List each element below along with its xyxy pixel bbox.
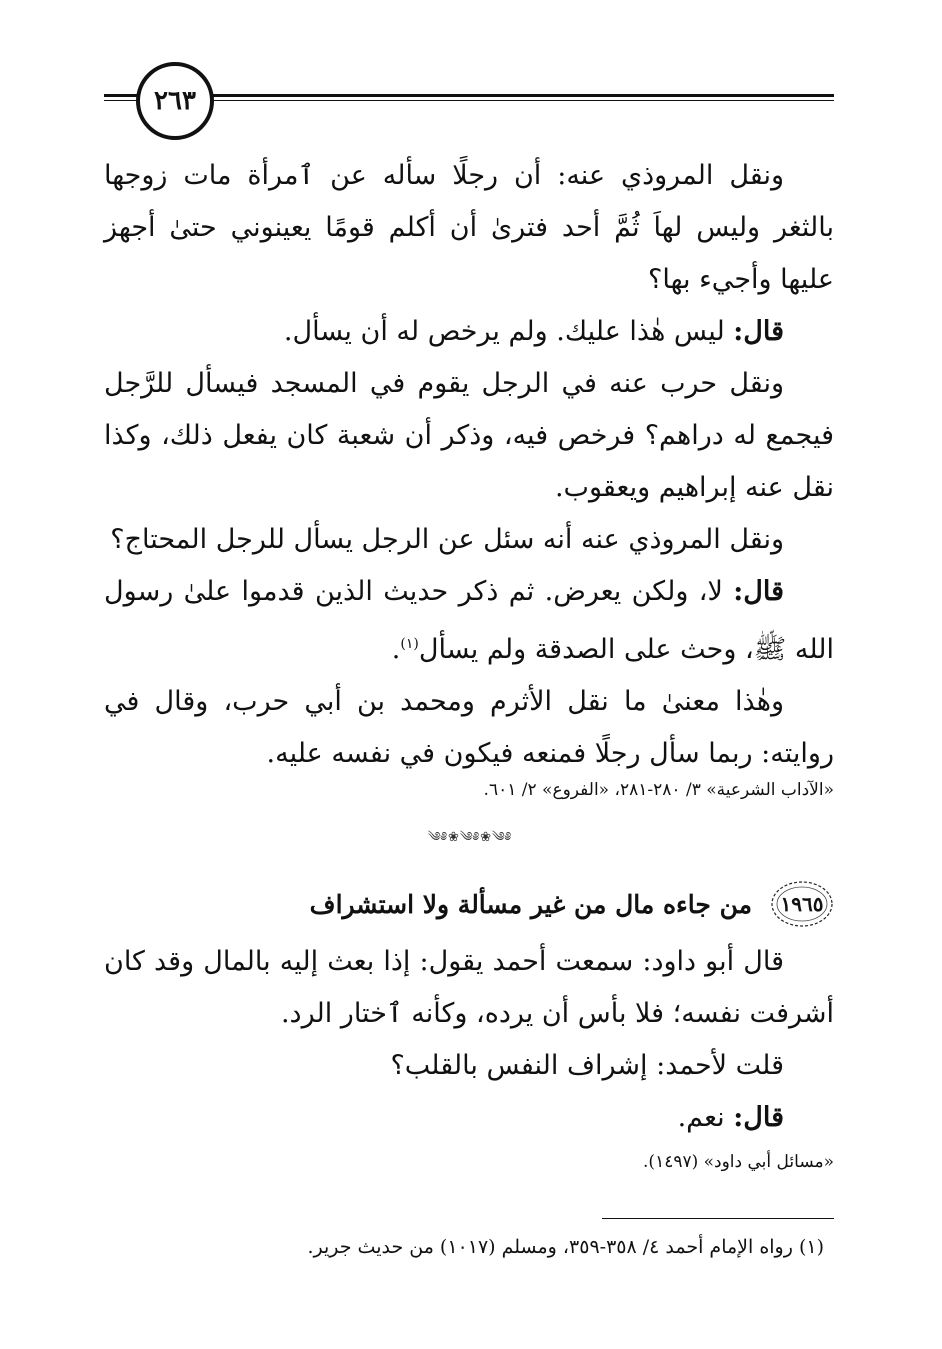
paragraph: ونقل المروذي عنه أنه سئل عن الرجل يسأل للرجل المحتاج؟ [110, 524, 784, 555]
paragraph-text: ليس هٰذا عليك. ولم يرخص له أن يسأل. [283, 316, 734, 347]
section-2-body [104, 936, 834, 1144]
qal-label: قال: [733, 576, 784, 607]
paragraph [104, 566, 834, 676]
paragraph: قال أبو داود: سمعت أحمد يقول: إذا بعث إليه بالمال وقد كان أشرفت نفسه؛ فلا بأس أن يرده، وكأنه ٱختار الرد. [104, 946, 834, 1029]
paragraph-text: نعم. [677, 1102, 734, 1133]
paragraph [104, 1092, 834, 1144]
paragraph: وهٰذا معنىٰ ما نقل الأثرم ومحمد بن أبي حرب، وقال في روايته: ربما سأل رجلًا فمنعه فيكون في نفسه عليه. [104, 686, 834, 769]
punctuation: . [391, 634, 401, 665]
footnote-reference[interactable]: (١) [400, 636, 419, 652]
source-citation: «مسائل أبي داود» (١٤٩٧). [643, 1152, 834, 1172]
header-rule-right [206, 94, 834, 97]
issue-number: ١٩٦٥ [780, 892, 824, 916]
paragraph: ونقل المروذي عنه: أن رجلًا سأله عن ٱمرأة مات زوجها بالثغر وليس لهاَ ثُمَّ أحد فترىٰ أن أكلم قومًا يعينوني حتىٰ أجهز عليها وأجيء بها؟ [104, 160, 834, 295]
qal-label: قال: [733, 1102, 784, 1133]
qal-label: قال: [733, 316, 784, 347]
section-1-body [104, 150, 834, 780]
section-title: من جاءه مال من غير مسألة ولا استشراف [309, 889, 752, 919]
paragraph [104, 306, 834, 358]
header-rule-right-thin [206, 100, 834, 101]
paragraph: ونقل حرب عنه في الرجل يقوم في المسجد فيسأل للرَّجل فيجمع له دراهم؟ فرخص فيه، وذكر أن شعبة كان يفعل ذلك، وكذا نقل عنه إبراهيم ويعقوب. [104, 368, 834, 503]
issue-number-medallion [770, 878, 834, 930]
paragraph-text: لا، ولكن يعرض. ثم ذكر حديث الذين قدموا علىٰ رسول الله ﷺ، وحث على الصدقة ولم يسأل [104, 576, 834, 665]
paragraph: قلت لأحمد: إشراف النفس بالقلب؟ [390, 1050, 784, 1081]
footnote-rule [602, 1218, 834, 1219]
ornament-divider: ༄༅❀༄༅❀༄༅ [427, 829, 513, 845]
source-citation: «الآداب الشرعية» ٣/ ٢٨٠-٢٨١، «الفروع» ٢/ ٦٠١. [483, 780, 834, 800]
page-number: ٢٦٣ [136, 62, 214, 140]
footnote: (١) رواه الإمام أحمد ٤/ ٣٥٨-٣٥٩، ومسلم (١٠١٧) من حديث جرير. [307, 1236, 824, 1258]
section-heading [104, 878, 834, 930]
